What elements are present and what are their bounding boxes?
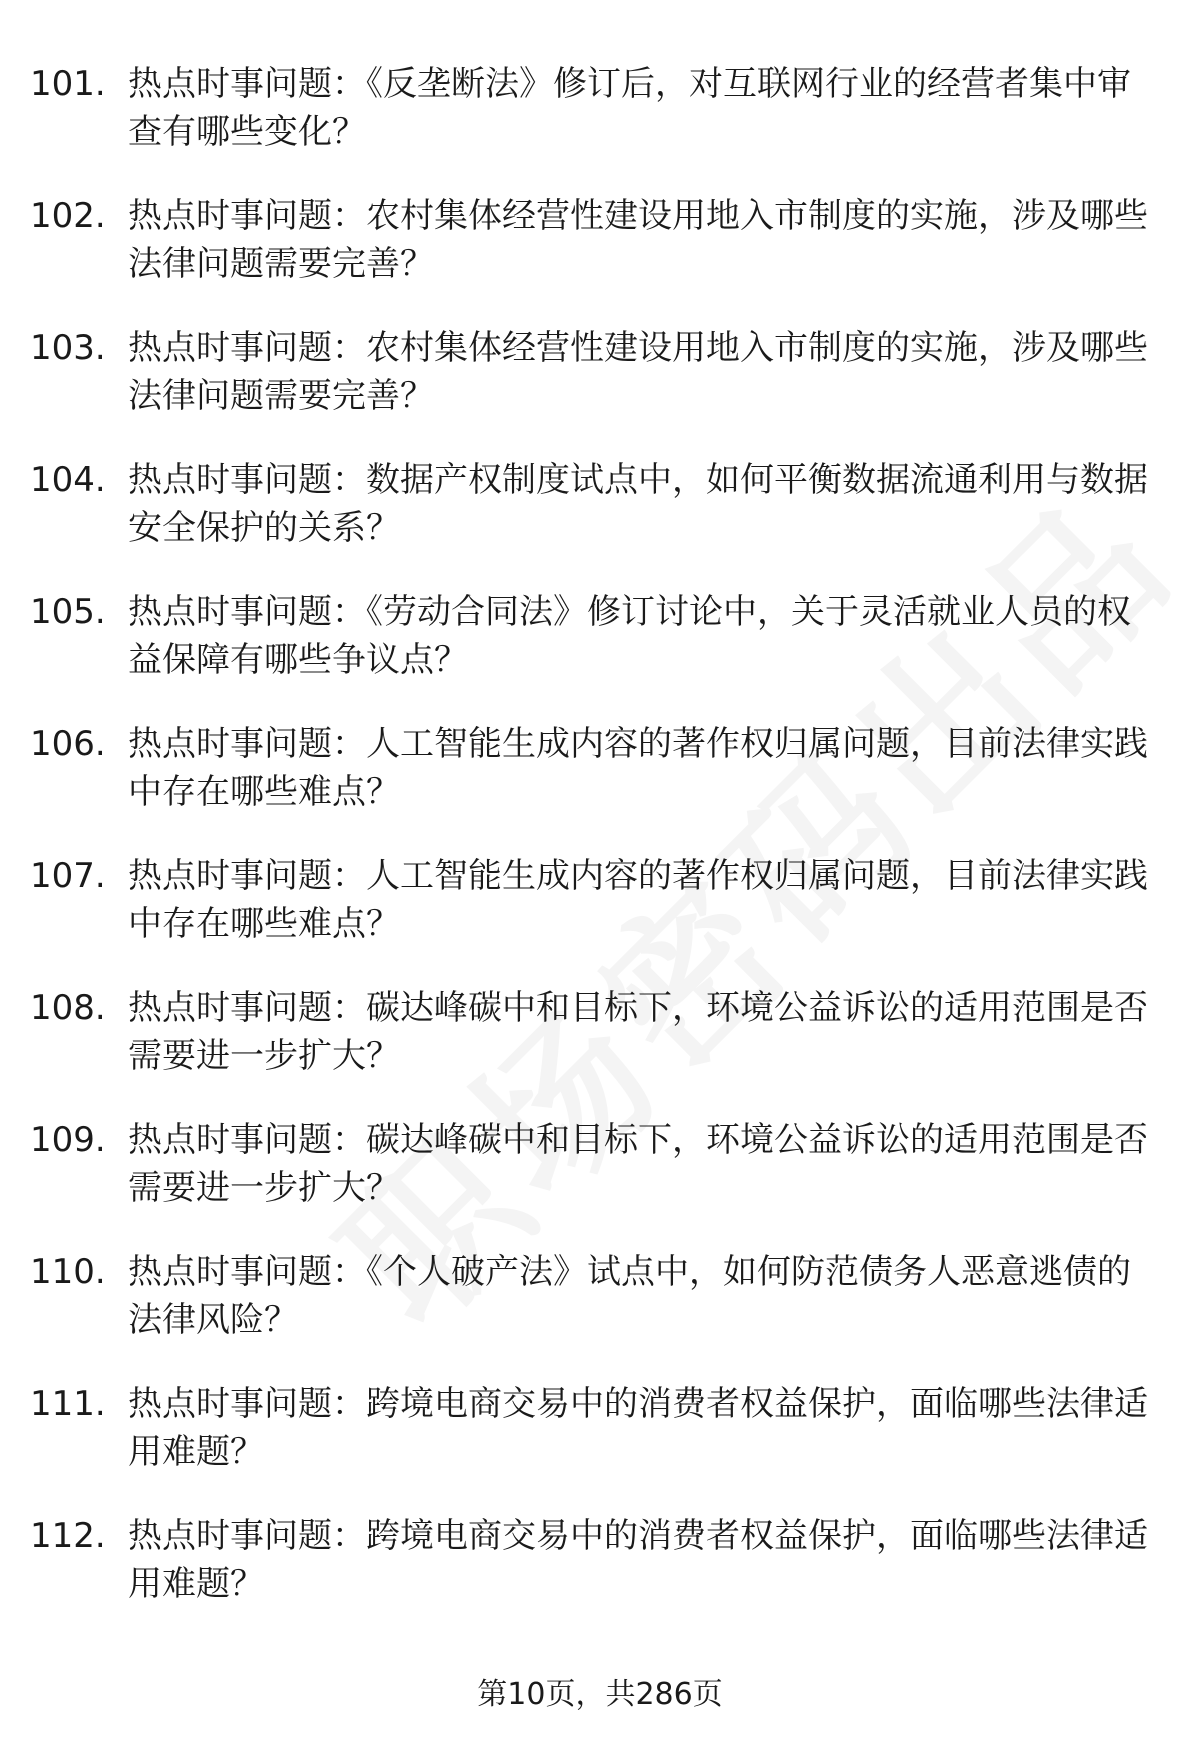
question-text: 热点时事问题：跨境电商交易中的消费者权益保护，面临哪些法律适用难题？ [128, 1516, 1148, 1604]
question-item [30, 984, 1150, 1116]
question-text: 热点时事问题：《劳动合同法》修订讨论中，关于灵活就业人员的权益保障有哪些争议点？ [128, 592, 1131, 680]
question-item [30, 324, 1150, 456]
question-item [30, 456, 1150, 588]
question-text: 热点时事问题：农村集体经营性建设用地入市制度的实施，涉及哪些法律问题需要完善？ [128, 328, 1148, 416]
question-number: 107. [30, 856, 106, 896]
question-number: 102. [30, 196, 106, 236]
question-number: 111. [30, 1384, 106, 1424]
question-number: 112. [30, 1516, 106, 1556]
question-item [30, 1380, 1150, 1512]
question-text: 热点时事问题：人工智能生成内容的著作权归属问题，目前法律实践中存在哪些难点？ [128, 724, 1148, 812]
question-text: 热点时事问题：碳达峰碳中和目标下，环境公益诉讼的适用范围是否需要进一步扩大？ [128, 988, 1148, 1076]
question-item [30, 1512, 1150, 1644]
question-number: 104. [30, 460, 106, 500]
question-item [30, 1116, 1150, 1248]
question-number: 109. [30, 1120, 106, 1160]
question-number: 106. [30, 724, 106, 764]
question-text: 热点时事问题：人工智能生成内容的著作权归属问题，目前法律实践中存在哪些难点？ [128, 856, 1148, 944]
question-text: 热点时事问题：农村集体经营性建设用地入市制度的实施，涉及哪些法律问题需要完善？ [128, 196, 1148, 284]
question-item [30, 1248, 1150, 1380]
question-number: 101. [30, 64, 106, 104]
question-item [30, 720, 1150, 852]
question-number: 108. [30, 988, 106, 1028]
question-item [30, 588, 1150, 720]
question-number: 105. [30, 592, 106, 632]
question-text: 热点时事问题：碳达峰碳中和目标下，环境公益诉讼的适用范围是否需要进一步扩大？ [128, 1120, 1148, 1208]
question-item [30, 192, 1150, 324]
question-text: 热点时事问题：跨境电商交易中的消费者权益保护，面临哪些法律适用难题？ [128, 1384, 1148, 1472]
question-text: 热点时事问题：《反垄断法》修订后，对互联网行业的经营者集中审查有哪些变化？ [128, 64, 1131, 152]
question-text: 热点时事问题：数据产权制度试点中，如何平衡数据流通利用与数据安全保护的关系？ [128, 460, 1148, 548]
question-item [30, 852, 1150, 984]
question-number: 103. [30, 328, 106, 368]
question-text: 热点时事问题：《个人破产法》试点中，如何防范债务人恶意逃债的法律风险？ [128, 1252, 1131, 1340]
page-number: 第10页，共286页 [477, 1677, 723, 1712]
question-list [30, 60, 1150, 1644]
question-item [30, 60, 1150, 192]
question-number: 110. [30, 1252, 106, 1292]
